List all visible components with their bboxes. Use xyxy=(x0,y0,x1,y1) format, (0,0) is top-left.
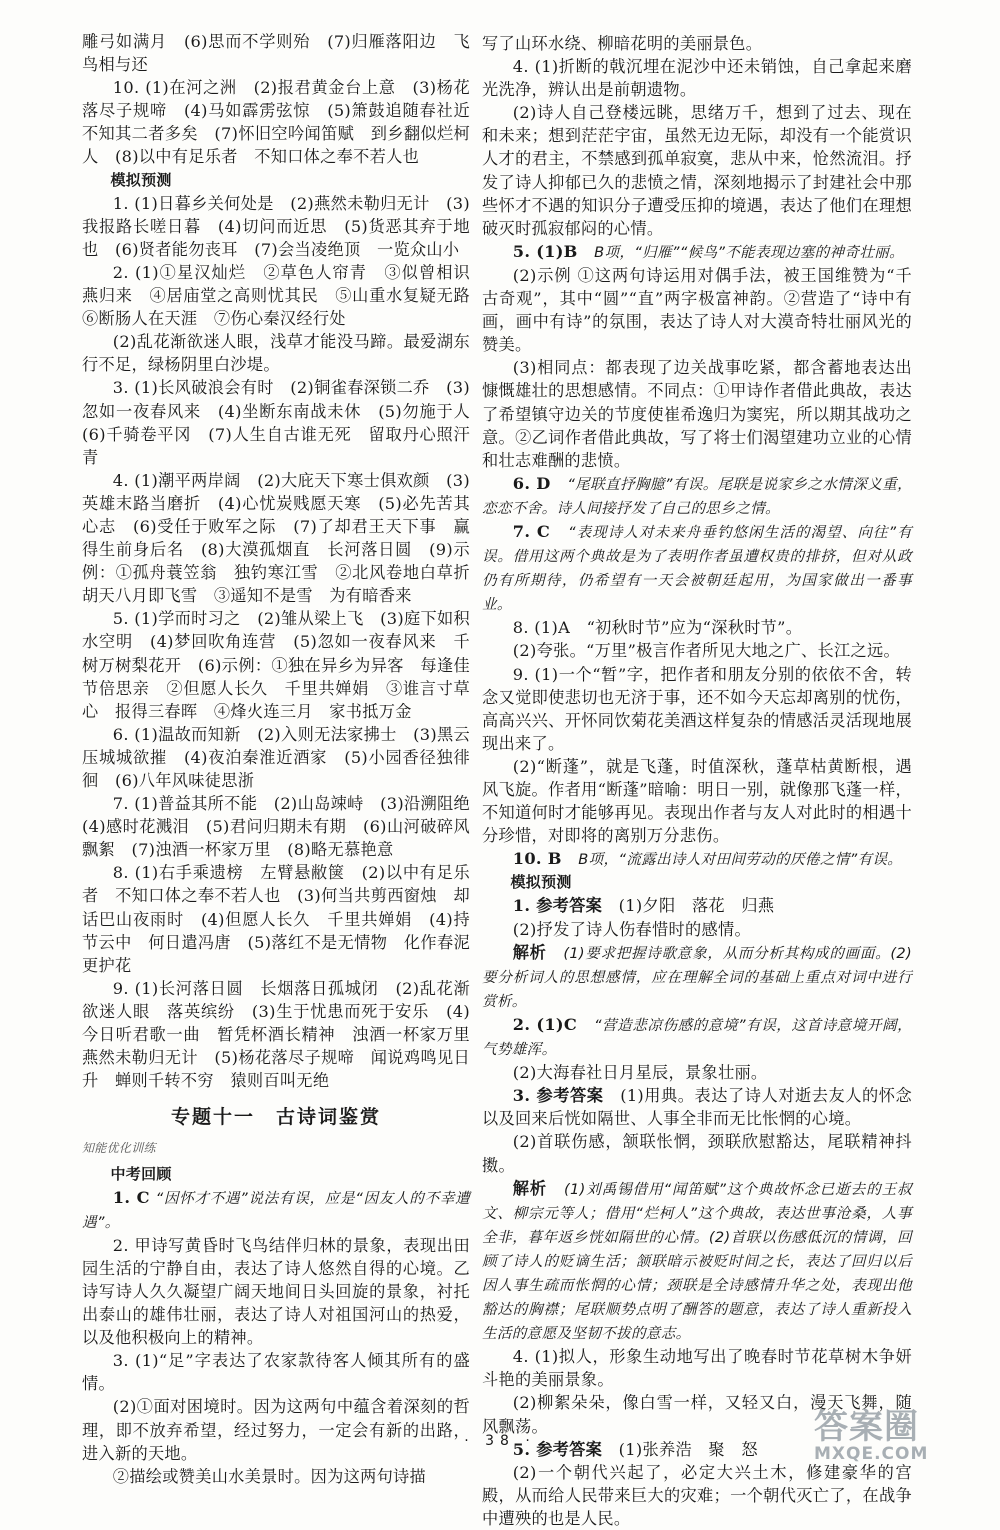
watermark-text: 答案圈 xyxy=(814,1407,919,1447)
item-text: (1)张养浩 聚 怒 xyxy=(618,1439,758,1459)
item-number: 10. B xyxy=(512,849,562,869)
review-item-10 xyxy=(482,847,912,871)
answer-label: 3. 参考答案 xyxy=(512,1086,604,1106)
review-item-2: 2. 甲诗写黄昏时飞鸟结伴归林的景象，表现出田园生活的宁静自由，表达了诗人悠然自得的心境。乙诗写诗人久久凝望广阔天地间日头回旋的景象，衬托出泰山的雄伟壮丽，表达了诗人对祖国河山的热爱，以及他积极向上的精神。 xyxy=(82,1235,470,1348)
review-item-5 xyxy=(482,240,912,264)
topic-title: 专题十一 古诗词鉴赏 xyxy=(170,1106,381,1129)
answer-item-5: 5. (1)学而时习之 (2)雏从梁上飞 (3)庭下如积水空明 (4)梦回吹角连营 (5)忽如一夜春风来 千树万树梨花开 (6)示例：①独在异乡为异客 每逢佳节倍思亲 ②但愿人长久 千里共婵娟 ③谁言寸草心 报得三春晖 ④烽火连三月 家书抵万金 xyxy=(82,609,470,721)
answer-item-9: 9. (1)长河落日圆 长烟落日孤城闭 (2)乱花渐欲迷人眼 落英缤纷 (3)生于忧患而死于安乐 (4)今日听君歌一曲 暂凭杯酒长精神 浊酒一杯家万里 燕然未勒归无计 (5)杨花落尽子规啼 闻说鸡鸣见日升 蝉则千转不穷 猿则百叫无绝 xyxy=(82,978,487,1091)
answer-item-2: 2. (1)①星汉灿烂 ②草色人帘青 ③似曾相识燕归来 ④居庙堂之高则忧其民 ⑤山重水复疑无路 ⑥断肠人在天涯 ⑦伤心秦汉经行处 xyxy=(82,262,487,329)
answer-paragraph: 雕弓如满月 (6)思而不学则殆 (7)归雁落阳边 飞鸟相与还 xyxy=(82,32,470,75)
mock-item-4: 4. (1)拟人，形象生动地写出了晚春时节花草树木争妍斗艳的美丽景象。 xyxy=(482,1347,912,1390)
review-item-7 xyxy=(482,520,912,616)
section-heading-review: 中考回顾 xyxy=(110,1164,172,1183)
item-text: “表现诗人对未来舟垂钓悠闲生活的渴望、向往”有误。借用这两个典故是为了表明作者虽遭权贵的排挤，但对从政仍有所期待，仍希望有一天会被朝廷起用，为国家做出一番事业。 xyxy=(482,523,912,614)
mock-item-1-part: (2)抒发了诗人伤春惜时的感情。 xyxy=(512,919,751,939)
item-text: “营造悲凉伤感的意境”有误，这首诗意境开阔，气势雄浑。 xyxy=(482,1016,912,1059)
watermark-url: MXQE.COM xyxy=(814,1444,929,1464)
mock-item-5-part: (2)一个朝代兴起了，必定大兴土木，修建豪华的宫殿，从而给人民带来巨大的灾难；一个朝代灭亡了，在战争中遭殃的也是人民。 xyxy=(482,1462,912,1528)
review-item-9: 9. (1)一个“暂”字，把作者和朋友分别的依依不舍，转念又觉即使悲切也无济于事，还不如今天忘却离别的忧伤，高高兴兴、开怀同饮菊花美酒这样复杂的情感活灵活现地展现出来了。 xyxy=(482,664,912,753)
answer-item-3: 3. (1)长风破浪会有时 (2)铜雀春深锁二乔 (3)忽如一夜春风来 (4)坐断东南战未休 (5)勿施于人 (6)千骑卷平冈 (7)人生自古谁无死 留取丹心照汗青 xyxy=(82,378,487,467)
review-item-8-part: (2)夸张。“万里”极言作者所见大地之广、长江之远。 xyxy=(512,641,900,661)
item-number: 7. C xyxy=(512,521,551,541)
review-item-5-part: (3)相同点：都表现了边关战事吃紧，都含蓄地表达出慷慨雄壮的思想感情。不同点：①甲诗作者借此典故，表达了希望镇守边关的节度使崔希逸归为窦宪，所以期其战功之意。②乙词作者借此典故，写了将士们渴望建功立业的心情和壮志难酬的悲愤。 xyxy=(482,358,912,470)
review-item-3-part: ②描绘或赞美山水美景时。因为这两句诗描 xyxy=(112,1466,427,1486)
mock-item-1 xyxy=(482,894,912,917)
mock-item-3 xyxy=(482,1084,912,1130)
subsection-label: 知能优化训练 xyxy=(82,1141,156,1156)
item-text: B项，“流露出诗人对田间劳动的厌倦之情”有误。 xyxy=(578,851,903,869)
item-number: 2. (1)C xyxy=(512,1014,578,1034)
answer-item-7: 7. (1)普益其所不能 (2)山岛竦峙 (3)沿溯阻绝 (4)感时花溅泪 (5)君问归期未有期 (6)山河破碎风飘絮 (7)浊酒一杯家万里 (8)略无慕艳意 xyxy=(82,794,487,860)
answer-label: 1. 参考答案 xyxy=(512,896,603,916)
right-column xyxy=(482,32,912,1530)
review-item-5-part: (2)示例 ①这两句诗运用对偶手法，被王国维赞为“千古奇观”，其中“圆”“直”两字极富神韵。②营造了“诗中有画，画中有诗”的氛围，表达了诗人对大漠奇特壮丽风光的赞美。 xyxy=(482,265,912,355)
mock-item-2-part: (2)大海春社日月星辰，景象壮丽。 xyxy=(512,1063,768,1083)
answer-item-10: 10. (1)在河之洲 (2)报君黄金台上意 (3)杨花落尽子规啼 (4)马如霹雳弦惊 (5)箫鼓追随春社近 不知其二者多矣 (7)怀旧空吟闻笛赋 到乡翻似烂柯人 (8)以中有足乐者 不知口体之奉不若人也 xyxy=(82,78,487,167)
mock-item-3-part: (2)首联伤感，颔联怅惘，颈联欣慰豁达，尾联精神抖擞。 xyxy=(482,1132,912,1175)
item-text: (1)用典。表达了诗人对逝去友人的怀念以及回来后恍如隔世、人事全非而无比怅惘的心境。 xyxy=(482,1086,912,1129)
review-item-6 xyxy=(482,472,912,520)
review-item-3-part: (2)①面对困境时。因为这两句中蕴含着深刻的哲理，即不放弃希望，经过努力，一定会有新的出路，进入新的天地。 xyxy=(82,1397,470,1463)
answer-label: 5. 参考答案 xyxy=(512,1439,603,1459)
left-column xyxy=(82,30,487,1488)
review-item-1 xyxy=(82,1186,470,1234)
item-number: 6. D xyxy=(512,473,551,493)
section-heading-mock: 模拟预测 xyxy=(510,873,572,892)
section-heading-mock: 模拟预测 xyxy=(110,170,172,189)
item-text: “因怀才不遇”说法有误，应是“因友人的不幸遭遇”。 xyxy=(82,1189,470,1231)
page-number: · 38 · xyxy=(464,1433,536,1449)
review-item-4-part: (2)诗人自己登楼远眺，思绪万千，想到了过去、现在和未来；想到茫茫宇宙，虽然无边无际，却没有一个能赏识人才的君主，不禁感到孤单寂寞，悲从中来，怆然流泪。抒发了诗人抑郁已久的悲愤之情，深刻地揭示了封建社会中那些怀才不遇的知识分子遭受压抑的境遇，表达了他们在理想破灭时孤寂郁闷的心情。 xyxy=(482,103,912,238)
answer-item-8: 8. (1)右手乘遗榜 左臂悬敝箧 (2)以中有足乐者 不知口体之奉不若人也 (3)何当共剪西窗烛 却话巴山夜雨时 (4)但愿人长久 千里共婵娟 (4)持节云中 何日遣冯唐 (5)落红不是无情物 化作春泥更护花 xyxy=(82,863,470,975)
item-number: 1. C xyxy=(112,1187,150,1207)
answer-item-2-part: (2)乱花渐欲迷人眼，浅草才能没马蹄。最爱湖东行不足，绿杨阴里白沙堤。 xyxy=(82,332,470,375)
watermark-logo xyxy=(814,1409,984,1465)
review-item-3: 3. (1)“足”字表达了农家款待客人倾其所有的盛情。 xyxy=(82,1351,470,1394)
mock-item-1-analysis xyxy=(482,941,912,1013)
mock-item-4-part: (2)柳絮朵朵，像白雪一样，又轻又白，漫天飞舞，随风飘荡。 xyxy=(482,1393,912,1436)
review-item-9-part: (2)“断蓬”，就是飞蓬，时值深秋，蓬草枯黄断根，遇风飞旋。作者用“断蓬”暗喻：明日一别，就像那飞蓬一样，不知道何时才能够再见。表现出作者与友人对此时的相遇十分珍惜，对即将的离别万分悲伤。 xyxy=(482,756,912,846)
item-text: (1)夕阳 落花 归燕 xyxy=(618,896,775,916)
mock-item-2 xyxy=(482,1013,912,1061)
review-item-8: 8. (1)A “初秋时节”应为“深秋时节”。 xyxy=(512,618,803,638)
answer-item-4: 4. (1)潮平两岸阔 (2)大庇天下寒士俱欢颜 (3)英雄末路当磨折 (4)心忧炭贱愿天寒 (5)必先苦其心志 (6)受任于败军之际 (7)了却君王天下事 赢得生前身后名 (8)大漠孤烟直 长河落日圆 (9)示例：①孤舟蓑笠翁 独钓寒江雪 ②北风卷地白草折 胡天八月即飞雪 ③遥知不是雪 为有暗香来 xyxy=(82,470,487,606)
answer-paragraph: 写了山环水绕、柳暗花明的美丽景色。 xyxy=(482,34,763,53)
answer-item-1: 1. (1)日暮乡关何处是 (2)燕然未勒归无计 (3)我报路长嗟日暮 (4)切问而近思 (5)货恶其弃于地也 (6)贤者能勿丧耳 (7)会当凌绝顶 一览众山小 xyxy=(82,193,470,259)
item-text: B项，“归雁”“候鸟”不能表现边塞的神奇壮丽。 xyxy=(594,243,905,261)
mock-item-3-analysis xyxy=(482,1177,912,1346)
review-item-4: 4. (1)折断的戟沉埋在泥沙中还未销蚀，自己拿起来磨光洗净，辨认出是前朝遗物。 xyxy=(482,57,912,100)
analysis-label: 解析 xyxy=(512,1178,547,1198)
analysis-text: (1)要求把握诗歌意象，从而分析其构成的画面。(2)要分析词人的思想感情，应在理解全词的基础上重点对词中进行赏析。 xyxy=(482,944,912,1010)
answer-item-6: 6. (1)温故而知新 (2)入则无法家拂士 (3)黑云压城城欲摧 (4)夜泊秦淮近酒家 (5)小园香径独徘徊 (6)八年风味徒思浙 xyxy=(82,724,470,790)
analysis-text: (1)刘禹锡借用“闻笛赋”这个典故怀念已逝去的王叔文、柳宗元等人；借用“烂柯人”这个典故，表达世事沧桑，人事全非，暮年返乡恍如隔世的心情。(2)首联以伤感低沉的情调，回顾了诗人的贬谪生活；颔联暗示被贬时间之长，表达了回归以后因人事生疏而怅惘的心情；颈联是全诗感情升华之处，表现出他豁达的胸襟；尾联顺势点明了酬答的题意，表达了诗人重新投入生活的意愿及坚韧不拔的意志。 xyxy=(482,1180,912,1343)
item-text: “尾联直抒胸臆”有误。尾联是说家乡之水情深义重，恋恋不舍。诗人间接抒发了自己的思乡之情。 xyxy=(482,475,912,517)
analysis-label: 解析 xyxy=(512,942,547,962)
item-number: 5. (1)B xyxy=(512,241,578,261)
